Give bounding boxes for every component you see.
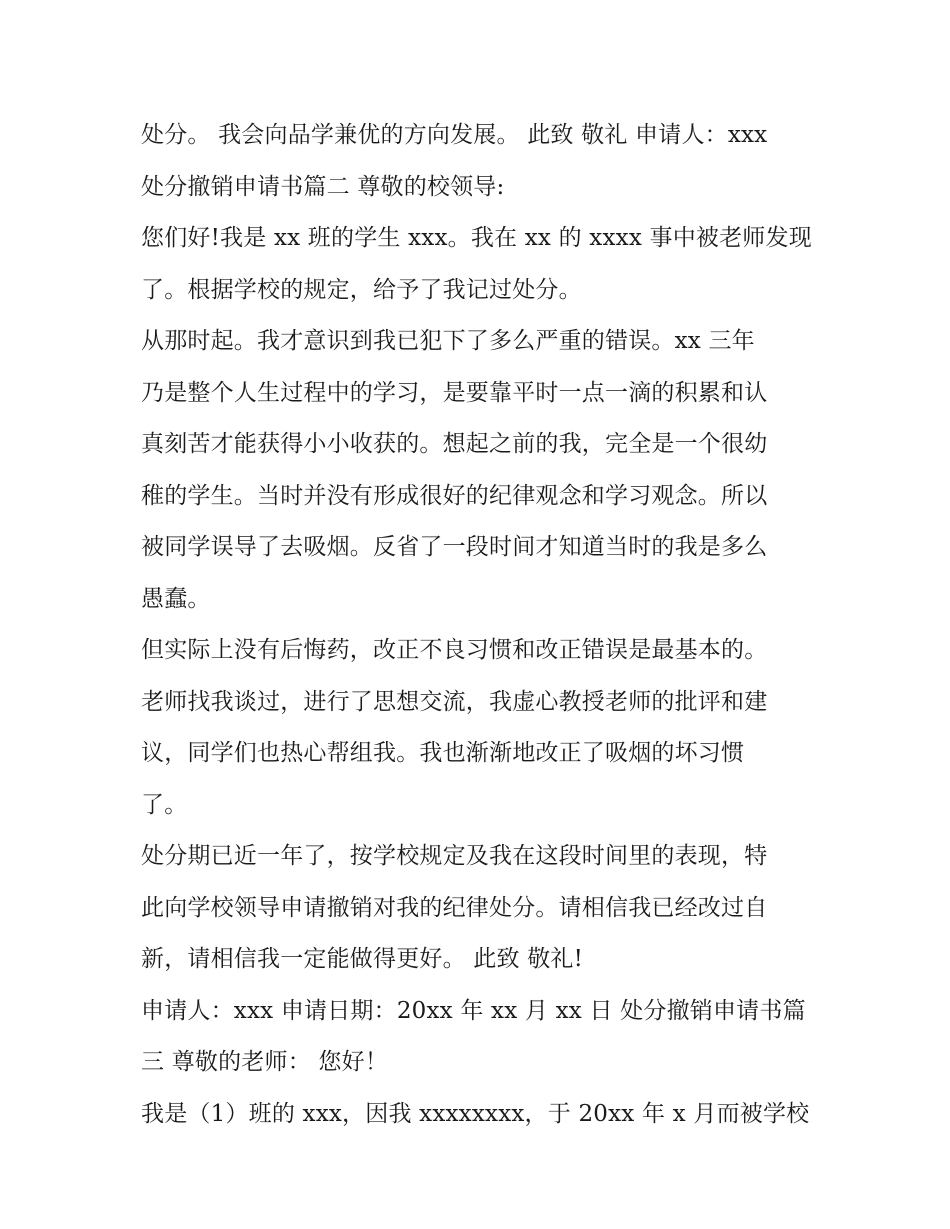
- text-line: 从那时起。我才意识到我已犯下了多么严重的错误。xx 三年: [141, 328, 755, 354]
- text-line: 您们好!我是 xx 班的学生 xxx。我在 xx 的 xxxx 事中被老师发现: [141, 225, 812, 251]
- text-line: 愚蠢。: [141, 585, 211, 612]
- document-body: [141, 110, 821, 1140]
- text-line: 真刻苦才能获得小小收获的。想起之前的我，完全是一个很幼: [141, 431, 768, 457]
- text-line: 三 尊敬的老师： 您好！: [141, 1049, 389, 1075]
- text-line: 处分撤销申请书篇二 尊敬的校领导:: [141, 173, 505, 200]
- text-line: 此向学校领导申请撤销对我的纪律处分。请相信我已经改过自: [141, 894, 768, 921]
- text-line: 处分期已近一年了，按学校规定及我在这段时间里的表现，特: [141, 843, 768, 869]
- text-line: 老师找我谈过，进行了思想交流，我虚心教授老师的批评和建: [141, 688, 768, 715]
- text-line: 但实际上没有后悔药，改正不良习惯和改正错误是最基本的。: [141, 637, 768, 663]
- text-line: 了。根据学校的规定，给予了我记过处分。: [141, 276, 582, 303]
- text-line: 申请人：xxx 申请日期：20xx 年 xx 月 xx 日 处分撤销申请书篇: [141, 997, 806, 1024]
- text-line: 处分。 我会向品学兼优的方向发展。 此致 敬礼 申请人：xxx: [141, 122, 768, 148]
- text-line: 了。: [141, 791, 188, 818]
- text-line: 被同学误导了去吸烟。反省了一段时间才知道当时的我是多么: [141, 534, 768, 560]
- text-line: 乃是整个人生过程中的学习，是要靠平时一点一滴的积累和认: [141, 379, 768, 406]
- text-line: 新，请相信我一定能做得更好。 此致 敬礼!: [141, 946, 584, 972]
- text-line: 稚的学生。当时并没有形成很好的纪律观念和学习观念。所以: [141, 482, 768, 509]
- text-line: 我是（1）班的 xxx，因我 xxxxxxxx，于 20xx 年 x 月而被学校: [141, 1100, 810, 1127]
- text-line: 议，同学们也热心帮组我。我也渐渐地改正了吸烟的坏习惯: [141, 740, 745, 766]
